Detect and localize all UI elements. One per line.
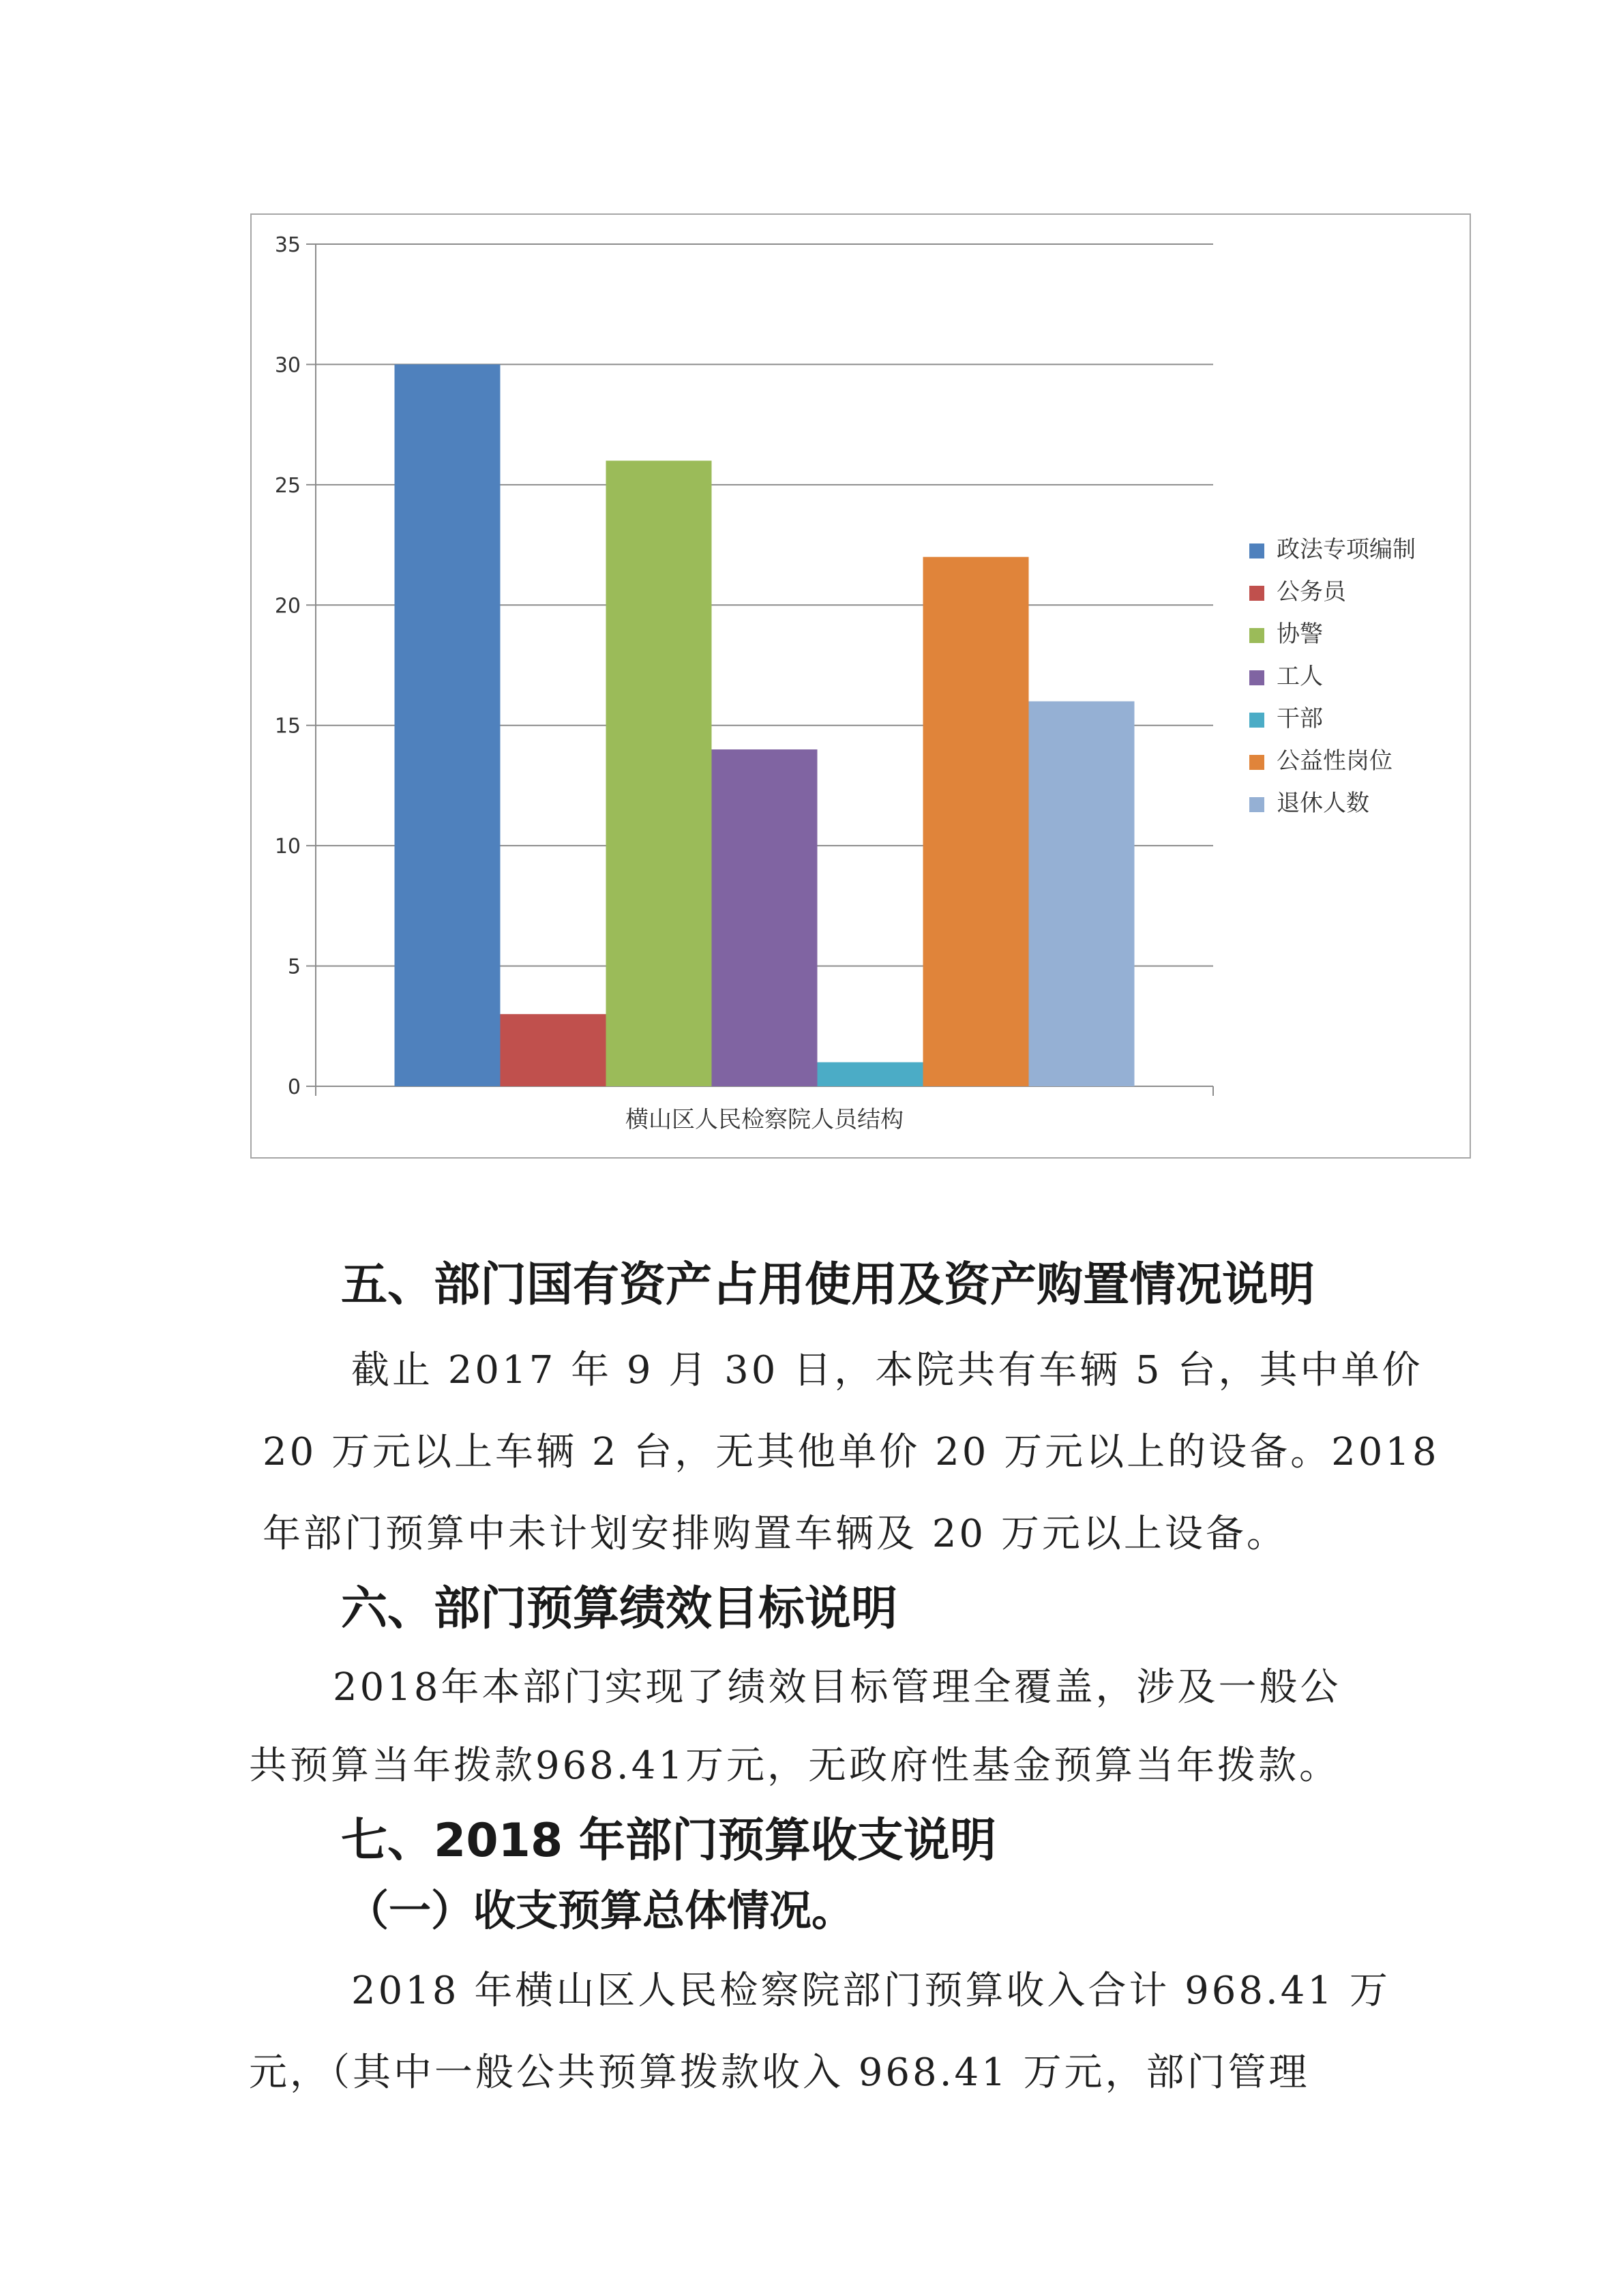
legend-label: 政法专项编制 [1277,536,1416,563]
section-5-line-2: 20 万元以上车辆 2 台，无其他单价 20 万元以上的设备。2018 [263,1430,1440,1474]
section-5-line-1: 截止 2017 年 9 月 30 日，本院共有车辆 5 台，其中单价 [351,1348,1423,1392]
y-tick-label: 35 [274,233,301,257]
section-5-heading: 五、部门国有资产占用使用及资产购置情况说明 [341,1258,1315,1312]
legend-swatch [1249,543,1264,558]
legend-swatch [1249,586,1264,601]
bar-3 [606,461,712,1086]
bar-5 [818,1062,923,1086]
x-category-label: 横山区人民检察院人员结构 [625,1106,904,1133]
section-6-line-2: 共预算当年拨款968.41万元，无政府性基金预算当年拨款。 [249,1744,1340,1788]
bar-6 [923,557,1029,1086]
y-tick-label: 0 [287,1075,301,1099]
bar-1 [395,364,501,1086]
y-tick-label: 25 [274,473,301,498]
legend-label: 干部 [1277,705,1323,732]
legend-label: 公务员 [1277,578,1346,606]
bar-2 [501,1014,606,1086]
bar-4 [712,749,818,1086]
legend-swatch [1249,628,1264,643]
y-tick-label: 15 [274,714,301,739]
section-7-line-1: 2018 年横山区人民检察院部门预算收入合计 968.41 万 [351,1969,1390,2013]
legend-label: 公益性岗位 [1277,747,1393,775]
legend-label: 退休人数 [1277,790,1369,817]
legend-swatch [1249,797,1264,812]
bar-chart [252,215,1472,1160]
y-tick-label: 10 [274,835,301,859]
legend-label: 协警 [1277,621,1323,648]
y-tick-label: 20 [274,594,301,618]
section-6-heading: 六、部门预算绩效目标说明 [341,1582,898,1636]
legend-label: 工人 [1277,663,1323,690]
section-5-line-3: 年部门预算中未计划安排购置车辆及 20 万元以上设备。 [263,1512,1287,1556]
section-7-heading: 七、2018 年部门预算收支说明 [341,1814,996,1868]
section-6-line-1: 2018年本部门实现了绩效目标管理全覆盖，涉及一般公 [333,1665,1341,1710]
legend-swatch [1249,755,1264,770]
section-7-line-2: 元，（其中一般公共预算拨款收入 968.41 万元，部门管理 [249,2051,1310,2095]
bar-7 [1029,701,1135,1086]
y-tick-label: 30 [274,353,301,378]
section-7-subheading: （一）收支预算总体情况。 [346,1885,854,1935]
chart-frame [250,213,1471,1159]
y-tick-label: 5 [287,955,301,979]
legend-swatch [1249,670,1264,685]
legend-swatch [1249,713,1264,728]
